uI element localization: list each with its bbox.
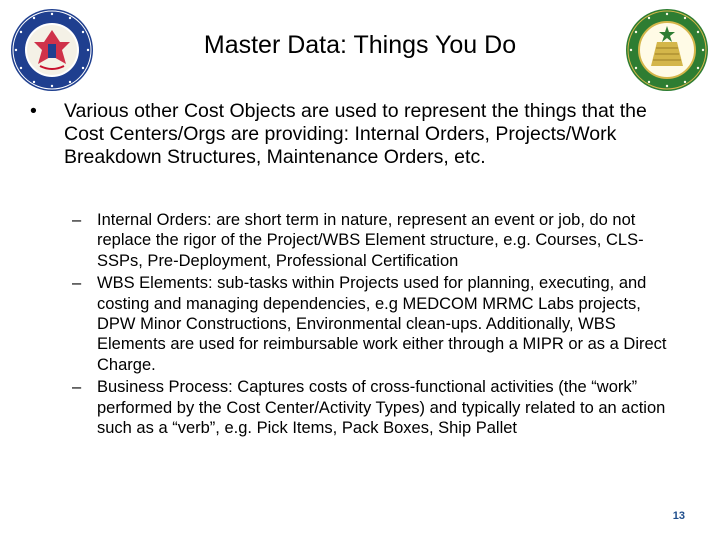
slide-title: Master Data: Things You Do (203, 31, 517, 59)
sub-bullet-text: Business Process: Captures costs of cross-functional activities (the “work” performed by the Cost Center/Activity Types) and typically related to an action such as a “verb”, e.g. Pick Items, Pack Boxes, Ship Pallet (97, 378, 666, 438)
page-number: 13 (672, 510, 685, 522)
sub-bullet-text: Internal Orders: are short term in nature, represent an event or job, do not replace the rigor of the Project/WBS Element structure, e.g. Courses, CLS-SSPs, Pre-Deployment, Professional Certification (97, 211, 644, 270)
main-bullet (30, 100, 670, 169)
sub-bullet-business-process (72, 377, 672, 438)
main-bullet-text: Various other Cost Objects are used to represent the things that the Cost Centers/Orgs are providing: Internal Orders, Projects/Work Breakdown Structures, Maintenance Orders, etc. (64, 100, 647, 168)
dash-glyph: – (72, 274, 82, 293)
army-financial-management-seal-icon (625, 8, 709, 92)
dash-glyph: – (72, 378, 82, 397)
sub-bullet-text: WBS Elements: sub-tasks within Projects used for planning, executing, and costing and managing dependencies, e.g MEDCOM MRMC Labs projects, DPW Minor Constructions, Environmental clean-ups. Additionally, WBS Elements are used for reimbursable work either through a MIPR or as a Direct Charge. (97, 274, 667, 374)
bullet-glyph: • (30, 100, 37, 122)
sub-bullet-wbs-elements (72, 273, 672, 375)
dash-glyph: – (72, 211, 82, 229)
sub-bullet-list (72, 210, 672, 440)
sub-bullet-internal-orders (72, 210, 672, 271)
assistant-secretary-army-seal-icon (10, 8, 94, 92)
